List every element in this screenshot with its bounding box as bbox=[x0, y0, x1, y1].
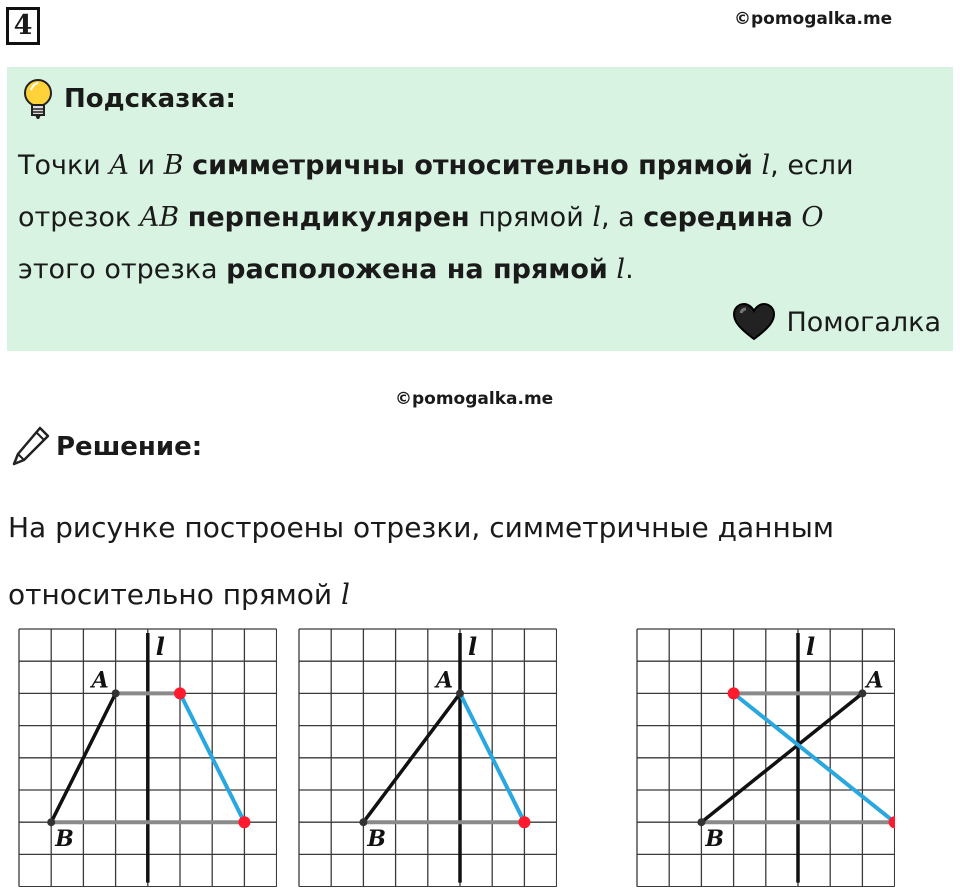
solution-line-2 bbox=[8, 561, 938, 628]
brand-name: Помогалка bbox=[786, 306, 941, 338]
text: этого отрезка bbox=[18, 254, 227, 285]
text: Точки bbox=[18, 150, 110, 181]
bold-text: симметричны относительно прямой bbox=[192, 150, 753, 181]
text: . bbox=[625, 254, 634, 285]
text: отрезок bbox=[18, 202, 140, 233]
var-l: l bbox=[616, 254, 626, 285]
point-B bbox=[47, 818, 55, 826]
text: и bbox=[128, 150, 164, 181]
hint-text bbox=[18, 140, 948, 296]
point-A1 bbox=[728, 687, 740, 699]
point-B1 bbox=[238, 816, 250, 828]
label-A: A bbox=[436, 667, 454, 694]
point-B1 bbox=[518, 816, 530, 828]
var-l: l bbox=[341, 578, 350, 611]
hint-line-2 bbox=[18, 192, 948, 244]
figure-3 bbox=[633, 625, 895, 887]
point-A bbox=[456, 689, 464, 697]
heart-icon bbox=[732, 303, 776, 341]
label-A: A bbox=[91, 667, 109, 694]
label-A: A bbox=[866, 667, 884, 694]
watermark-top: ©pomogalka.me bbox=[734, 9, 893, 29]
bold-text: перпендикулярен bbox=[187, 202, 470, 233]
point-A bbox=[858, 689, 866, 697]
point-B bbox=[359, 818, 367, 826]
hint-title: Подсказка: bbox=[64, 84, 236, 114]
hint-box bbox=[7, 67, 953, 351]
watermark-middle: ©pomogalka.me bbox=[395, 389, 554, 409]
hint-line-1 bbox=[18, 140, 948, 192]
lightbulb-icon bbox=[21, 78, 55, 122]
label-l: l bbox=[806, 632, 816, 661]
text: , если bbox=[770, 150, 854, 181]
label-B: B bbox=[367, 826, 387, 853]
solution-title: Решение: bbox=[56, 432, 203, 462]
var-l: l bbox=[761, 150, 771, 181]
figure-2 bbox=[295, 625, 557, 887]
bold-text: расположена на прямой bbox=[226, 254, 608, 285]
bold-text: середина bbox=[643, 202, 793, 233]
label-l: l bbox=[468, 632, 478, 661]
var-l: l bbox=[592, 202, 601, 233]
var-A: A bbox=[109, 150, 129, 181]
text: относительно прямой bbox=[8, 578, 342, 611]
figure-1 bbox=[15, 625, 277, 887]
label-B: B bbox=[55, 826, 74, 853]
task-number: 4 bbox=[6, 7, 40, 45]
hint-line-3 bbox=[18, 244, 948, 296]
solution-text bbox=[8, 494, 938, 628]
label-l: l bbox=[155, 632, 165, 661]
brand bbox=[732, 303, 941, 341]
solution-line-1: На рисунке построены отрезки, симметричные данным bbox=[8, 511, 835, 544]
point-A1 bbox=[174, 687, 186, 699]
var-O: O bbox=[801, 202, 824, 233]
var-AB: AB bbox=[139, 202, 180, 233]
label-B: B bbox=[705, 826, 725, 853]
text: прямой bbox=[469, 202, 593, 233]
point-B bbox=[697, 818, 705, 826]
point-A bbox=[112, 689, 120, 697]
pencil-icon bbox=[10, 424, 52, 468]
var-B: B bbox=[163, 150, 184, 181]
text: , а bbox=[600, 202, 644, 233]
